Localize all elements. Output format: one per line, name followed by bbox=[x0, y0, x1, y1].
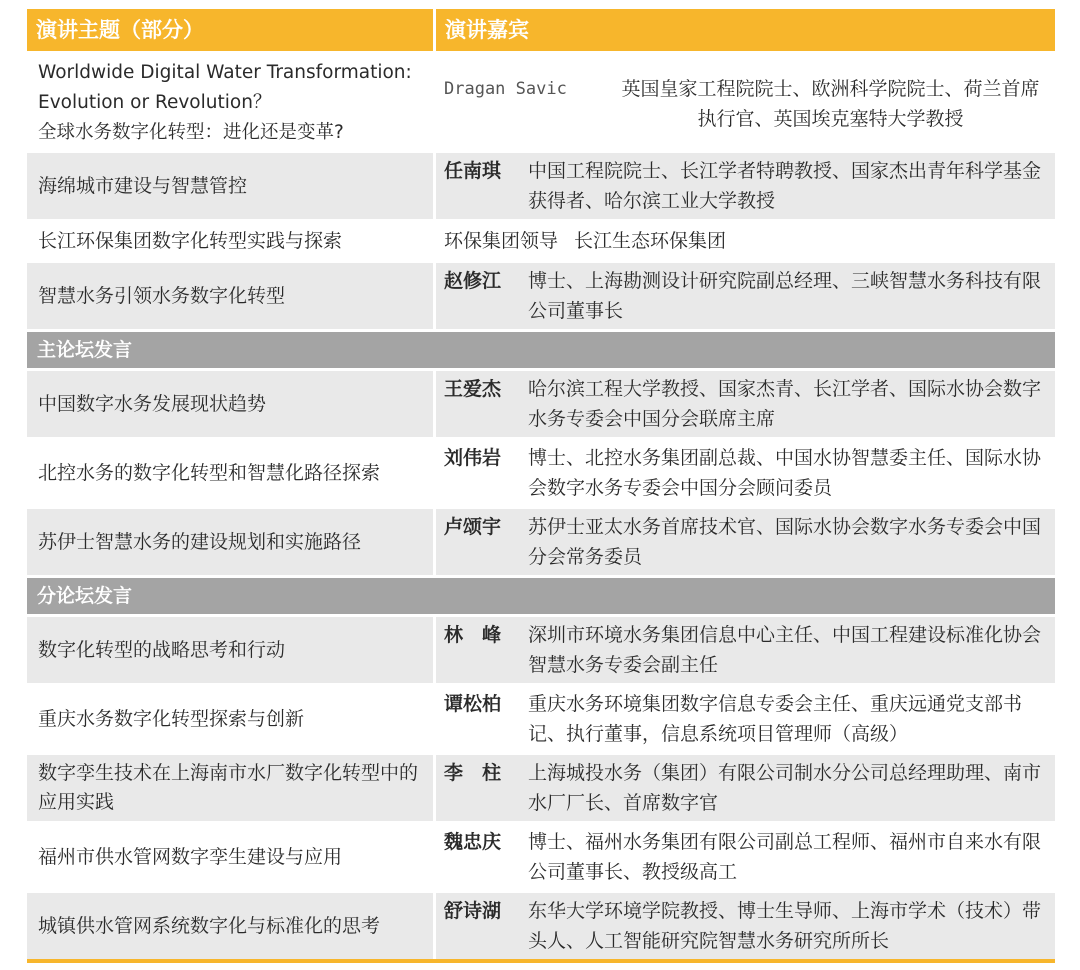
speaker-cell bbox=[436, 263, 1055, 329]
table-header bbox=[27, 9, 1055, 51]
speaker-name: 舒诗湖 bbox=[444, 900, 502, 922]
table-row bbox=[27, 893, 1055, 959]
agenda-table bbox=[27, 9, 1055, 963]
topic-cell: 北控水务的数字化转型和智慧化路径探索 bbox=[38, 461, 381, 484]
table-row bbox=[27, 54, 1055, 150]
speaker-name: 刘伟岩 bbox=[444, 447, 502, 469]
table-row bbox=[27, 371, 1055, 437]
table-row bbox=[27, 153, 1055, 219]
speaker-title: 长江生态环保集团 bbox=[574, 230, 727, 252]
speaker-title: 东华大学环境学院教授、博士生导师、上海市学术（技术）带头人、人工智能研究院智慧水务研究所所长 bbox=[528, 900, 1042, 952]
speaker-cell bbox=[436, 893, 1055, 959]
table-row bbox=[27, 263, 1055, 329]
speaker-name: 林 峰 bbox=[444, 624, 502, 646]
topic-cell: 海绵城市建设与智慧管控 bbox=[27, 153, 433, 219]
section-header-sub-forum: 分论坛发言 bbox=[27, 578, 1055, 614]
speaker-name: 赵修江 bbox=[444, 270, 502, 292]
topic-column-header: 演讲主题（部分） bbox=[27, 9, 433, 51]
speaker-title: 中国工程院院士、长江学者特聘教授、国家杰出青年科学基金获得者、哈尔滨工业大学教授 bbox=[528, 160, 1042, 212]
topic-cell: 数字孪生技术在上海南市水厂数字化转型中的应用实践 bbox=[27, 755, 433, 821]
speaker-title: 苏伊士亚太水务首席技术官、国际水协会数字水务专委会中国分会常务委员 bbox=[528, 516, 1042, 568]
table-row bbox=[27, 509, 1055, 575]
speaker-name: Dragan Savic bbox=[444, 79, 567, 99]
speaker-name: 王爱杰 bbox=[444, 378, 502, 400]
speaker-title: 重庆水务环境集团数字信息专委会主任、重庆远通党支部书记、执行董事，信息系统项目管理师（高级） bbox=[528, 693, 1023, 745]
speaker-title: 英国皇家工程院院士、欧洲科学院院士、荷兰首席执行官、英国埃克塞特大学教授 bbox=[621, 78, 1040, 130]
speaker-cell bbox=[436, 222, 1055, 260]
topic-cell: 重庆水务数字化转型探索与创新 bbox=[38, 707, 305, 730]
table-row bbox=[27, 824, 1055, 890]
speaker-cell bbox=[436, 371, 1055, 437]
section-header-main-forum: 主论坛发言 bbox=[27, 332, 1055, 368]
table-row bbox=[27, 755, 1055, 821]
speaker-cell bbox=[436, 617, 1055, 683]
speaker-cell bbox=[436, 153, 1055, 219]
speaker-name: 任南琪 bbox=[444, 160, 502, 182]
topic-cell: 数字化转型的战略思考和行动 bbox=[27, 617, 433, 683]
table-row bbox=[27, 440, 1055, 506]
speaker-title: 博士、上海勘测设计研究院副总经理、三峡智慧水务科技有限公司董事长 bbox=[528, 270, 1042, 322]
speaker-cell bbox=[436, 54, 1055, 150]
speaker-cell bbox=[436, 440, 1055, 506]
speaker-title: 深圳市环境水务集团信息中心主任、中国工程建设标准化协会智慧水务专委会副主任 bbox=[528, 624, 1042, 676]
speaker-cell bbox=[436, 824, 1055, 890]
bottom-accent-bar bbox=[27, 959, 1055, 963]
speaker-title: 博士、北控水务集团副总裁、中国水协智慧委主任、国际水协会数字水务专委会中国分会顾问委员 bbox=[528, 447, 1042, 499]
speaker-title: 哈尔滨工程大学教授、国家杰青、长江学者、国际水协会数字水务专委会中国分会联席主席 bbox=[528, 378, 1042, 430]
speaker-cell bbox=[436, 686, 1055, 752]
topic-cell: 中国数字水务发展现状趋势 bbox=[27, 371, 433, 437]
topic-cell: 智慧水务引领水务数字化转型 bbox=[27, 263, 433, 329]
speaker-name: 谭松柏 bbox=[444, 693, 502, 715]
topic-cell: 福州市供水管网数字孪生建设与应用 bbox=[38, 845, 343, 868]
speaker-name: 魏忠庆 bbox=[444, 831, 502, 853]
table-row bbox=[27, 686, 1055, 752]
table-row bbox=[27, 222, 1055, 260]
speaker-cell bbox=[436, 755, 1055, 821]
speaker-column-header: 演讲嘉宾 bbox=[436, 9, 1055, 51]
speaker-name: 环保集团领导 bbox=[444, 230, 559, 252]
topic-cell: Worldwide Digital Water Transformation: Evolution or Revolution？ 全球水务数字化转型：进化还是变革? bbox=[38, 62, 412, 143]
speaker-title: 上海城投水务（集团）有限公司制水分公司总经理助理、南市水厂厂长、首席数字官 bbox=[528, 762, 1042, 814]
speaker-cell bbox=[436, 509, 1055, 575]
table-row bbox=[27, 617, 1055, 683]
topic-cell: 苏伊士智慧水务的建设规划和实施路径 bbox=[27, 509, 433, 575]
speaker-name: 李 柱 bbox=[444, 762, 502, 784]
speaker-title: 博士、福州水务集团有限公司副总工程师、福州市自来水有限公司董事长、教授级高工 bbox=[528, 831, 1042, 883]
topic-cell: 城镇供水管网系统数字化与标准化的思考 bbox=[27, 893, 433, 959]
speaker-name: 卢颂宇 bbox=[444, 516, 502, 538]
topic-cell: 长江环保集团数字化转型实践与探索 bbox=[38, 229, 343, 252]
